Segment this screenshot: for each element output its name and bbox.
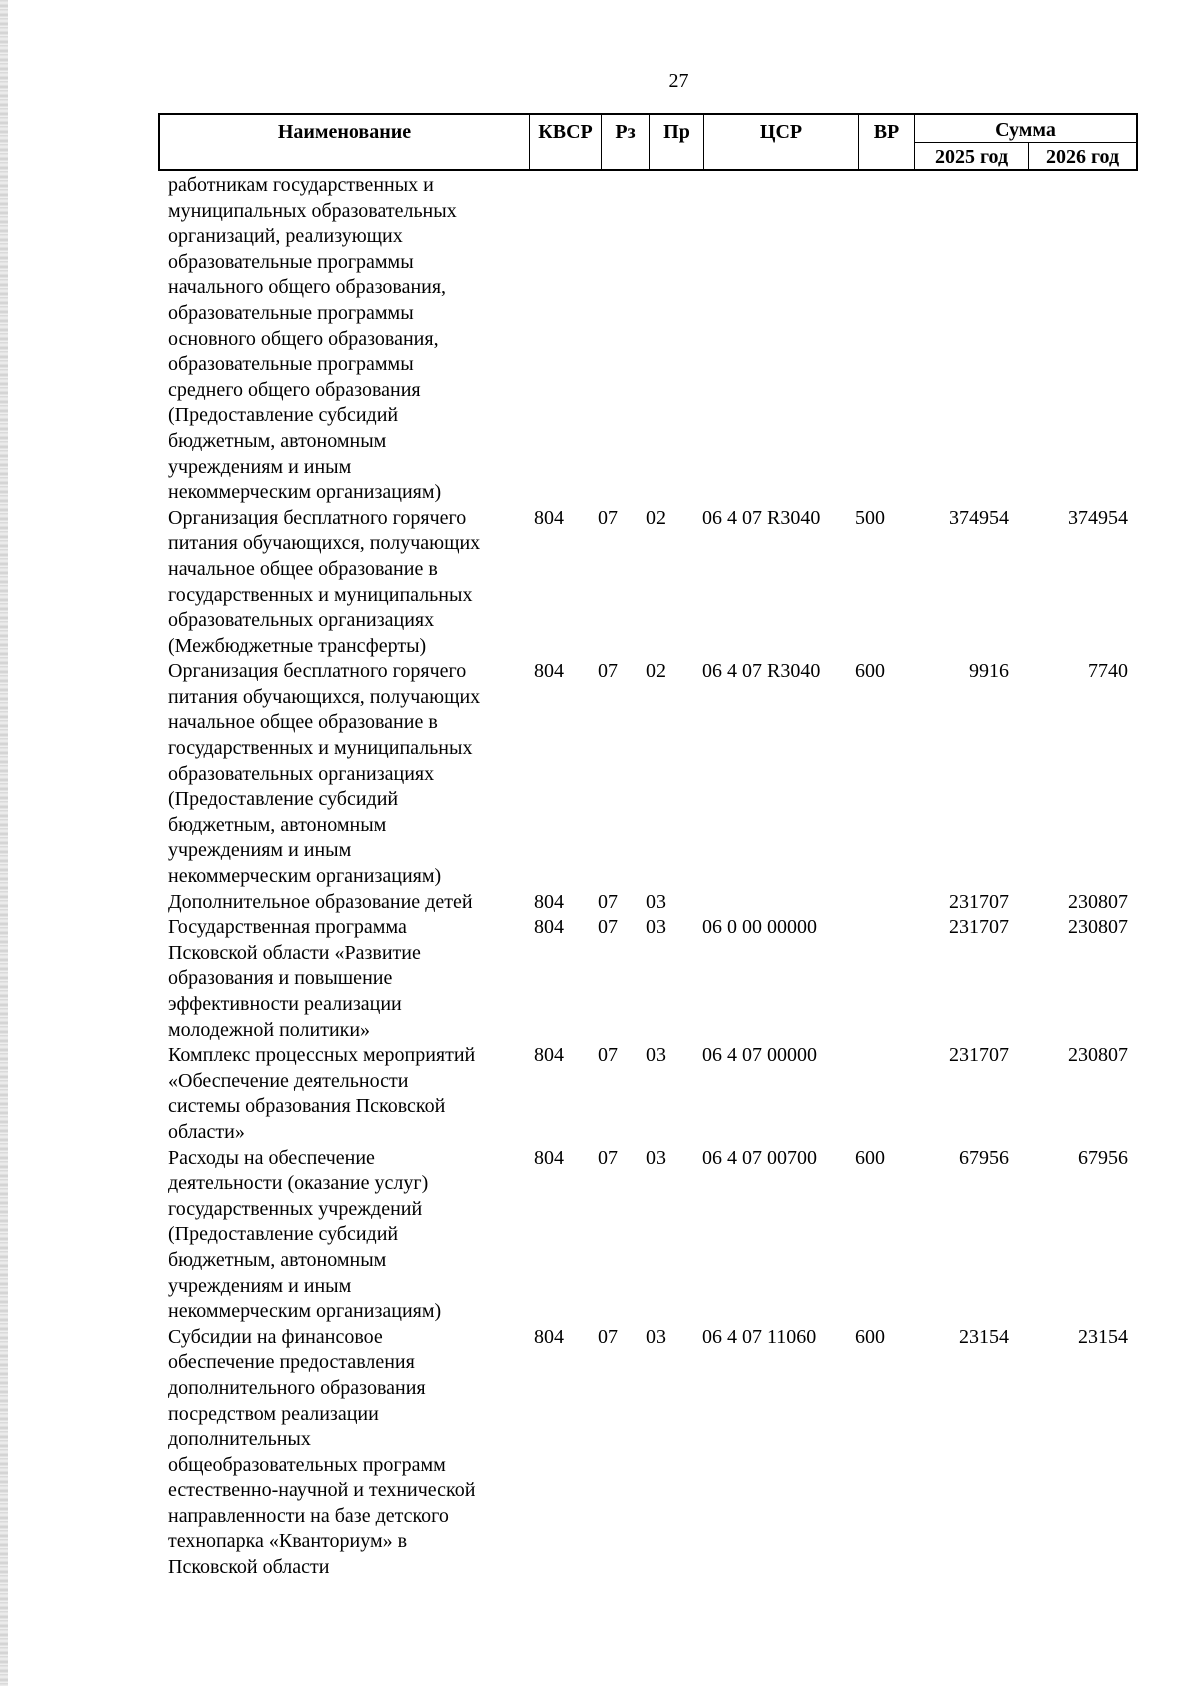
row-sum-2025: 67956 <box>959 1146 1009 1169</box>
row-name-line: молодежной политики» <box>168 1018 371 1041</box>
row-name-line: образовательных организациях <box>168 762 435 785</box>
row-sum-2026 <box>1019 173 1128 506</box>
row-name <box>168 659 520 889</box>
row-vr <box>849 890 905 916</box>
table-row <box>168 1325 1128 1581</box>
row-sum-2025: 231707 <box>949 890 1009 913</box>
header-sum-group <box>915 115 1136 169</box>
row-csr: 06 0 00 00000 <box>702 916 817 939</box>
row-name-line: общеобразовательных программ <box>168 1453 446 1476</box>
row-name-line: деятельности (оказание услуг) <box>168 1172 429 1195</box>
row-name-line: «Обеспечение деятельности <box>168 1069 409 1092</box>
row-name-line: начального общего образования, <box>168 276 447 299</box>
row-pr <box>640 173 694 506</box>
row-name-line: Субсидии на финансовое <box>168 1325 383 1348</box>
table-row <box>168 915 1128 1043</box>
row-vr: 600 <box>855 1325 885 1348</box>
row-csr: 06 4 07 11060 <box>702 1325 817 1348</box>
header-year-2025: 2025 год <box>915 143 1029 171</box>
row-name-line: некоммерческим организациям) <box>168 865 442 888</box>
row-csr <box>694 890 849 916</box>
header-rz: Рз <box>602 115 650 169</box>
scan-edge <box>0 0 8 1686</box>
row-kvsr: 804 <box>534 660 564 683</box>
row-sum-2025 <box>905 173 1019 506</box>
row-name-line: Организация бесплатного горячего <box>168 660 467 683</box>
row-name <box>168 915 520 1043</box>
row-name <box>168 173 520 506</box>
row-name-line: образовательных организациях <box>168 609 435 632</box>
row-name-line: бюджетным, автономным <box>168 429 387 452</box>
table-row <box>168 506 1128 660</box>
row-name-line: образования и повышение <box>168 967 393 990</box>
row-name-line: некоммерческим организациям) <box>168 1300 442 1323</box>
header-kvsr: КВСР <box>530 115 602 169</box>
row-name <box>168 1146 520 1325</box>
row-name-line: дополнительных <box>168 1428 311 1451</box>
row-sum-2026: 230807 <box>1068 1044 1128 1067</box>
row-pr: 03 <box>646 1146 666 1169</box>
row-kvsr: 804 <box>534 916 564 939</box>
row-name-line: технопарка «Кванториум» в <box>168 1530 408 1553</box>
row-name-line: начальное общее образование в <box>168 711 438 734</box>
table-row <box>168 659 1128 889</box>
row-name-line: государственных учреждений <box>168 1197 423 1220</box>
row-vr <box>849 915 905 1043</box>
row-name-line: учреждениям и иным <box>168 1274 352 1297</box>
row-name <box>168 1043 520 1145</box>
row-vr: 600 <box>855 660 885 683</box>
row-name-line: образовательные программы <box>168 353 414 376</box>
row-sum-2026: 374954 <box>1068 506 1128 529</box>
row-name-line: питания обучающихся, получающих <box>168 532 481 555</box>
row-name-line: Псковской области «Развитие <box>168 941 421 964</box>
row-name-line: эффективности реализации <box>168 993 402 1015</box>
row-name-line: (Межбюджетные трансферты) <box>168 634 427 657</box>
row-name-line: области» <box>168 1120 245 1143</box>
row-vr <box>849 173 905 506</box>
row-name-line: основного общего образования, <box>168 327 439 350</box>
row-name-line: посредством реализации <box>168 1402 379 1425</box>
row-name-line: работникам государственных и <box>168 174 434 196</box>
row-rz: 07 <box>598 506 618 529</box>
row-sum-2025: 9916 <box>969 660 1009 683</box>
row-name-line: государственных и муниципальных <box>168 737 473 760</box>
table-row <box>168 890 1128 916</box>
row-name-line: некоммерческим организациям) <box>168 481 442 504</box>
row-kvsr: 804 <box>534 1146 564 1169</box>
row-name-line: Государственная программа <box>168 916 407 939</box>
table-header <box>158 113 1138 171</box>
row-name-line: Дополнительное образование детей <box>168 890 473 913</box>
page-number: 27 <box>668 70 689 92</box>
row-pr: 03 <box>646 890 666 913</box>
table-body <box>168 173 1128 1581</box>
row-name <box>168 890 520 916</box>
row-rz <box>592 173 640 506</box>
row-csr: 06 4 07 R3040 <box>702 506 821 529</box>
row-pr: 02 <box>646 506 666 529</box>
row-sum-2026: 23154 <box>1078 1325 1128 1348</box>
row-name-line: Организация бесплатного горячего <box>168 506 467 529</box>
row-name-line: бюджетным, автономным <box>168 1248 387 1271</box>
row-name-line: бюджетным, автономным <box>168 813 387 836</box>
row-vr: 500 <box>855 506 885 529</box>
row-name-line: направленности на базе детского <box>168 1504 449 1527</box>
table-row <box>168 1043 1128 1145</box>
row-kvsr <box>520 173 592 506</box>
row-name-line: Комплекс процессных мероприятий <box>168 1044 476 1067</box>
row-sum-2026: 67956 <box>1078 1146 1128 1169</box>
row-name-line: Расходы на обеспечение <box>168 1146 375 1169</box>
row-pr: 02 <box>646 660 666 683</box>
row-name-line: естественно-научной и технической <box>168 1479 476 1502</box>
row-name-line: образовательные программы <box>168 301 414 324</box>
row-name <box>168 1325 520 1581</box>
header-pr: Пр <box>650 115 704 169</box>
row-vr <box>849 1043 905 1145</box>
row-sum-2025: 374954 <box>949 506 1009 529</box>
row-sum-2025: 23154 <box>959 1325 1009 1348</box>
row-name-line: обеспечение предоставления <box>168 1351 415 1374</box>
row-rz: 07 <box>598 1044 618 1067</box>
row-name-line: организаций, реализующих <box>168 225 403 248</box>
row-vr: 600 <box>855 1146 885 1169</box>
row-kvsr: 804 <box>534 1044 564 1067</box>
row-csr <box>694 173 849 506</box>
row-name-line: (Предоставление субсидий <box>168 1223 399 1246</box>
row-name-line: начальное общее образование в <box>168 557 438 580</box>
row-csr: 06 4 07 00700 <box>702 1146 817 1169</box>
row-pr: 03 <box>646 916 666 939</box>
row-rz: 07 <box>598 890 618 913</box>
row-rz: 07 <box>598 1325 618 1348</box>
table-row <box>168 1146 1128 1325</box>
row-rz: 07 <box>598 916 618 939</box>
row-pr: 03 <box>646 1325 666 1348</box>
row-csr: 06 4 07 00000 <box>702 1044 817 1067</box>
row-name-line: дополнительного образования <box>168 1376 426 1399</box>
row-sum-2025: 231707 <box>949 916 1009 939</box>
row-csr: 06 4 07 R3040 <box>702 660 821 683</box>
row-sum-2026: 230807 <box>1068 890 1128 913</box>
header-vr: ВР <box>859 115 915 169</box>
row-pr: 03 <box>646 1044 666 1067</box>
row-name-line: питания обучающихся, получающих <box>168 685 481 708</box>
row-rz: 07 <box>598 660 618 683</box>
header-year-2026: 2026 год <box>1045 146 1120 168</box>
row-sum-2025: 231707 <box>949 1044 1009 1067</box>
row-kvsr: 804 <box>534 1325 564 1348</box>
row-name <box>168 506 520 660</box>
row-name-line: Псковской области <box>168 1556 330 1579</box>
row-name-line: (Предоставление субсидий <box>168 404 399 427</box>
row-name-line: учреждениям и иным <box>168 839 352 862</box>
header-csr: ЦСР <box>704 115 859 169</box>
header-sum: Сумма <box>915 115 1136 143</box>
row-sum-2026: 7740 <box>1088 660 1128 683</box>
row-rz: 07 <box>598 1146 618 1169</box>
table-row <box>168 173 1128 506</box>
row-name-line: образовательные программы <box>168 250 414 273</box>
row-name-line: учреждениям и иным <box>168 455 352 478</box>
row-name-line: (Предоставление субсидий <box>168 788 399 811</box>
row-kvsr: 804 <box>534 890 564 913</box>
row-name-line: системы образования Псковской <box>168 1095 446 1118</box>
row-sum-2026: 230807 <box>1068 916 1128 939</box>
row-name-line: государственных и муниципальных <box>168 583 473 606</box>
row-name-line: среднего общего образования <box>168 378 421 401</box>
header-name: Наименование <box>160 115 530 169</box>
row-name-line: муниципальных образовательных <box>168 199 457 222</box>
row-kvsr: 804 <box>534 506 564 529</box>
